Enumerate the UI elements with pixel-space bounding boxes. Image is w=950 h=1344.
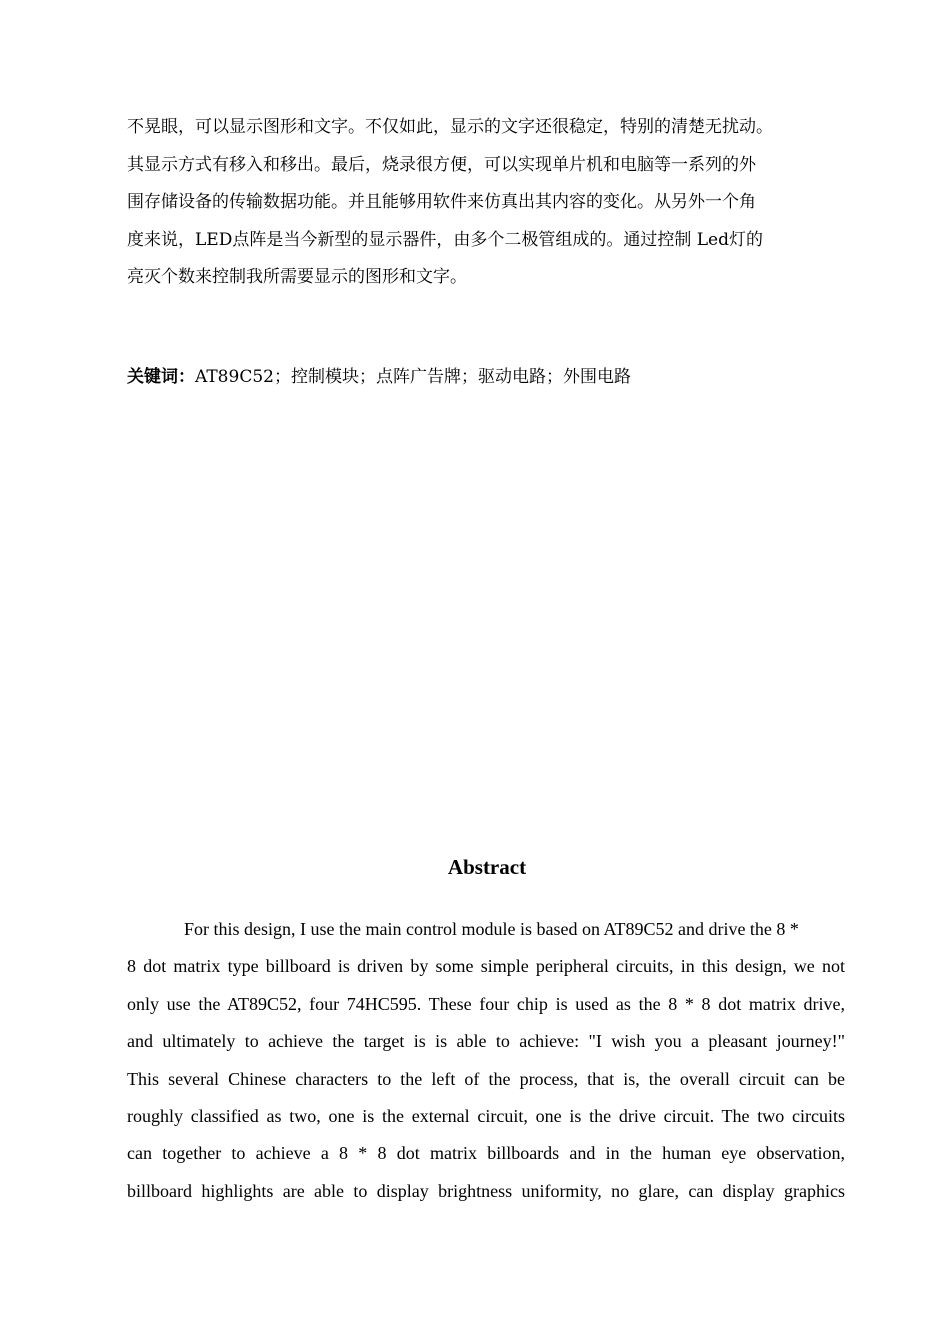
abstract-line: and ultimately to achieve the target is is able to achieve: "I wish you a pleasant journey!" — [127, 1031, 845, 1052]
abstract-line: roughly classified as two, one is the external circuit, one is the drive circuit. The two circuits — [127, 1105, 845, 1126]
abstract-paragraph — [127, 911, 845, 1210]
abstract-line: 8 dot matrix type billboard is driven by some simple peripheral circuits, in this design, we not — [127, 956, 845, 977]
abstract-line: only use the AT89C52, four 74HC595. These four chip is used as the 8 * 8 dot matrix drive, — [127, 993, 845, 1014]
summary-line: 围存储设备的传输数据功能。并且能够用软件来仿真出其内容的变化。从另外一个角 — [127, 192, 756, 212]
summary-line: 其显示方式有移入和移出。最后，烧录很方便，可以实现单片机和电脑等一系列的外 — [127, 154, 756, 175]
abstract-heading: Abstract — [447, 855, 527, 879]
keywords-label: 关键词： — [127, 367, 195, 387]
keywords-line — [127, 362, 862, 392]
chinese-summary-paragraph — [127, 109, 862, 297]
summary-line: 度来说，LED点阵是当今新型的显示器件，由多个二极管组成的。通过控制 Led灯的 — [127, 229, 763, 250]
abstract-line: billboard highlights are able to display brightness uniformity, no glare, can display graphics — [127, 1180, 845, 1201]
summary-line: 不晃眼，可以显示图形和文字。不仅如此，显示的文字还很稳定，特别的清楚无扰动。 — [127, 117, 773, 137]
abstract-line: For this design, I use the main control module is based on AT89C52 and drive the 8 * — [184, 919, 799, 939]
abstract-line: This several Chinese characters to the left of the process, that is, the overall circuit can be — [127, 1068, 845, 1089]
abstract-line: can together to achieve a 8 * 8 dot matrix billboards and in the human eye observation, — [127, 1143, 845, 1164]
summary-line: 亮灭个数来控制我所需要显示的图形和文字。 — [127, 267, 467, 287]
keywords-text: AT89C52；控制模块；点阵广告牌；驱动电路；外围电路 — [195, 367, 631, 387]
